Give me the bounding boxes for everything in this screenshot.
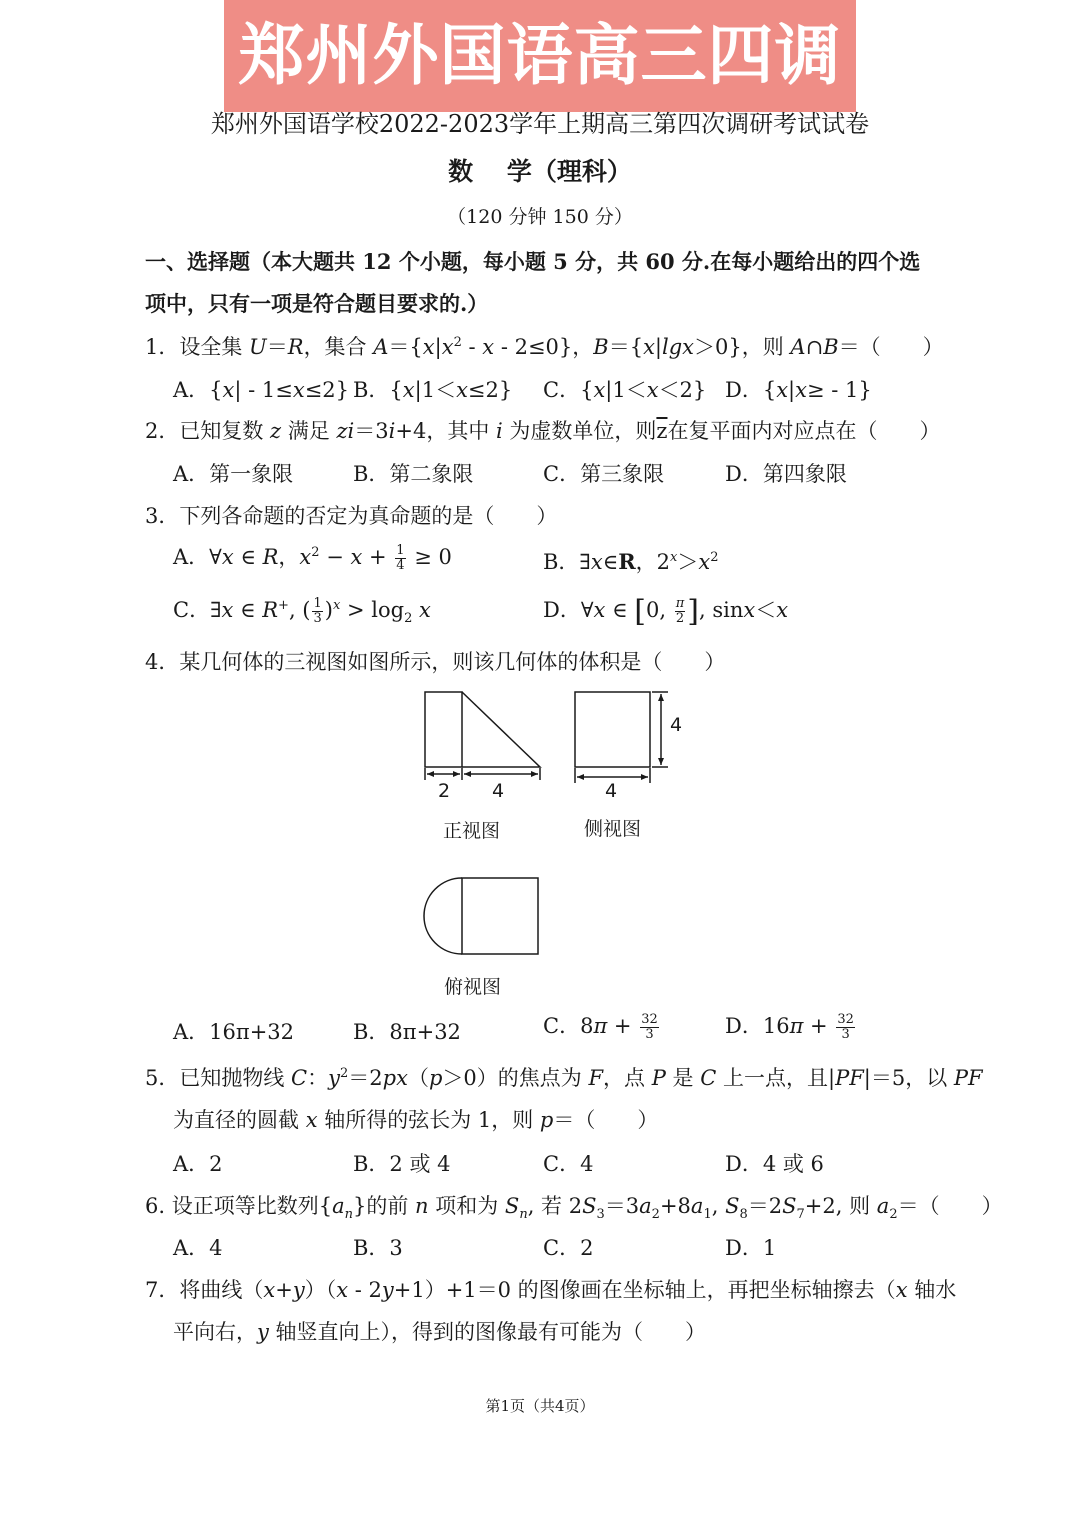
- q6-option-d: D．1: [725, 1236, 777, 1260]
- q4-option-d: D．16π + $\frac{32}{3}$: [725, 1012, 854, 1042]
- subject-title: 数 学（理科）: [448, 157, 632, 186]
- q1-option-c: C．{x|1＜x＜2}: [543, 378, 707, 402]
- top-view-label: 俯视图: [444, 976, 502, 998]
- q6-option-c: C．2: [543, 1236, 594, 1260]
- q2-option-d: D．第四象限: [725, 462, 847, 486]
- q1-option-d: D．{x|x≥ - 1}: [725, 378, 872, 402]
- q4-option-b: B．8π+32: [353, 1020, 461, 1044]
- top-view-semicircle: [424, 878, 462, 954]
- question-3: 3．下列各命题的否定为真命题的是（ ）: [145, 504, 558, 528]
- question-7-cont: 平向右，y 轴竖直向上），得到的图像最有可能为（ ）: [173, 1320, 707, 1344]
- q3-option-d: D．∀x ∈ [0, $\frac{\pi}{2}$ ], sinx＜x: [543, 594, 789, 629]
- top-view-square: [462, 878, 538, 954]
- front-view-triangle: [462, 692, 540, 767]
- three-view-figure: [400, 680, 700, 1000]
- dim-label-2: 2: [438, 780, 451, 802]
- dim-label-4-front: 4: [492, 780, 505, 802]
- q5-option-a: A．2: [173, 1152, 223, 1176]
- exam-time-score: （120 分钟 150 分）: [447, 206, 633, 228]
- dim-label-4-height: 4: [670, 714, 683, 736]
- q6-option-b: B．3: [353, 1236, 403, 1260]
- q1-option-b: B．{x|1＜x≤2}: [353, 378, 513, 402]
- title-banner: 郑州外国语高三四调: [224, 0, 856, 112]
- question-7: 7．将曲线（x+y）（x - 2y+1）+1＝0 的图像画在坐标轴上，再把坐标轴擦去（x 轴水: [145, 1278, 957, 1302]
- question-6: 6. 设正项等比数列$\{a_n\}$的前 n 项和为 $S_n$, 若 $2S_3=3a_2+8a_1$, $S_8=2S_7+2$, 则 $a_2=$（ ）: [145, 1194, 1003, 1223]
- q4-option-c: C．8π + $\frac{32}{3}$: [543, 1012, 658, 1042]
- side-view-square: [575, 692, 650, 767]
- q3-option-b: B．∃x∈R，$2^x>x^2$: [543, 549, 719, 574]
- q2-option-b: B．第二象限: [353, 462, 474, 486]
- section-heading-line1: 一、选择题（本大题共 12 个小题，每小题 5 分，共 60 分.在每小题给出的四个选: [145, 249, 921, 274]
- front-view-label: 正视图: [443, 820, 501, 842]
- dim-label-4-side: 4: [605, 780, 618, 802]
- question-5: 5．已知抛物线 C：$y^2=2px(p>0)$的焦点为 F，点 P 是 C 上一点，且|PF|＝5，以 PF: [145, 1066, 983, 1090]
- q4-option-a: A．16π+32: [173, 1020, 295, 1044]
- q5-option-c: C．4: [543, 1152, 594, 1176]
- exam-title: 郑州外国语学校2022-2023学年上期高三第四次调研考试试卷: [210, 110, 870, 138]
- q3-option-c: C．∃x ∈ R+, ( $\frac{1}{3}$ )$^x > \log_2 x$: [173, 596, 431, 627]
- question-1: 1．设全集 U＝R，集合 $A=\{x|x^2 - x - 2\le 0\}$，B＝{x|lgx＞0}，则 A∩B＝（ ）: [145, 335, 944, 359]
- q5-option-b: B．2 或 4: [353, 1152, 451, 1176]
- question-5-cont: 为直径的圆截 x 轴所得的弦长为 1，则 p＝（ ）: [173, 1108, 659, 1132]
- q5-option-d: D．4 或 6: [725, 1152, 824, 1176]
- front-view-rect: [425, 692, 462, 767]
- side-view-label: 侧视图: [584, 818, 642, 840]
- q6-option-a: A．4: [173, 1236, 223, 1260]
- question-2: 2．已知复数 z 满足 zi＝3i+4，其中 i 为虚数单位，则$\overline{z}$在复平面内对应点在（ ）: [145, 419, 941, 443]
- q3-option-a: A．∀x ∈ R，$x^2 - x$ + $\frac{1}{4}$ ≥ 0: [173, 543, 452, 573]
- q2-option-a: A．第一象限: [173, 462, 294, 486]
- question-4: 4．某几何体的三视图如图所示，则该几何体的体积是（ ）: [145, 650, 726, 674]
- q2-option-c: C．第三象限: [543, 462, 665, 486]
- page-footer: 第1页（共4页）: [485, 1397, 595, 1415]
- section-heading-line2: 项中，只有一项是符合题目要求的.）: [145, 291, 489, 316]
- q1-option-a: A．{x| - 1≤x≤2}: [173, 378, 350, 402]
